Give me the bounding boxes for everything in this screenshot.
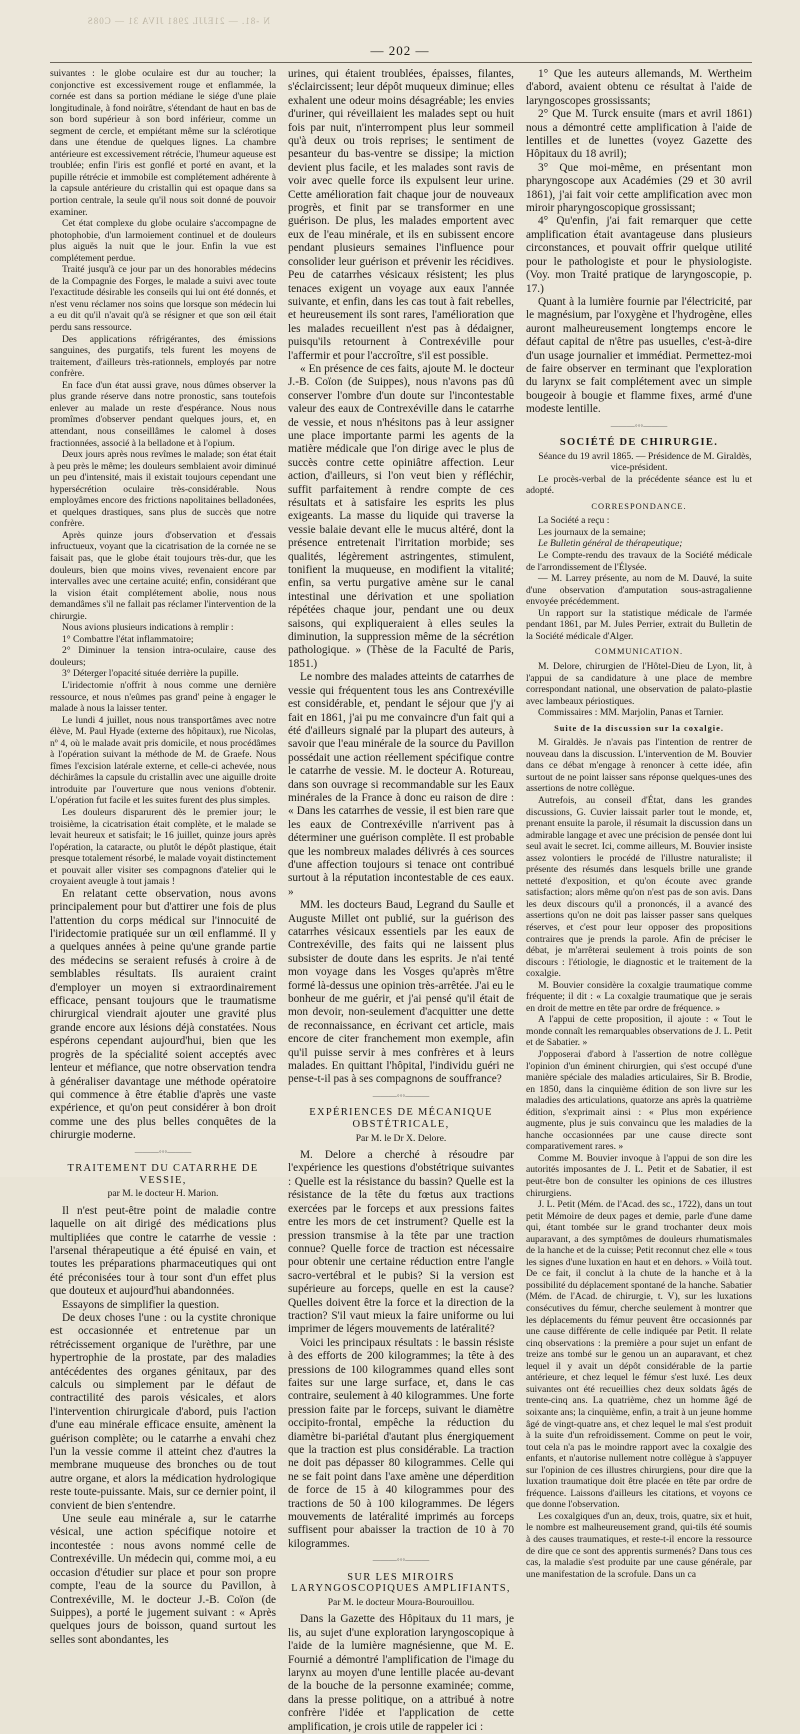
header-rule bbox=[50, 62, 752, 63]
article-byline: Par M. le Dr X. Delore. bbox=[355, 1132, 447, 1144]
paragraph: Un rapport sur la statistique médicale de l'armée pendant 1861, par M. Jules Perrier, extrait du Bulletin de la Société médicale d'Alger. bbox=[526, 607, 752, 642]
paragraph: A l'appui de cette proposition, il ajoute : « Tout le monde connaît les remarquables observations de J. L. Petit et de Sabatier. » bbox=[526, 1014, 752, 1049]
paragraph: La Société a reçu : bbox=[538, 515, 610, 527]
column-3 bbox=[526, 68, 752, 1580]
paragraph: Après quinze jours d'observation et d'essais infructueux, voyant que la cicatrisation de la cornée ne se faisait pas, que le globe était toujours très-dur, que les douleurs, bien que moins vives, revenaient encore par intervalles avec une certaine acuité; enfin, considérant que la vision était complétement abolie, nous nous demandâmes s'il ne fallait pas réclamer l'intervention de la chirurgie. bbox=[50, 529, 276, 622]
paragraph: J. L. Petit (Mém. de l'Acad. des sc., 1722), dans un tout petit Mémoire de deux pages et demie, parle d'une dame qui, étant tombée sur le grand trochanter deux mois auparavant, a des symptômes de douleurs rhumatismales de la hanche et de la cuisse; Petit reconnut chez elle « tous les signes d'une luxation en haut et en dehors. » Voilà tout. De ce fait, il conclut à la chute de la hanche et à la possibilité du déplacement spontané de la hanche. Sabatier (Mém. de l'Acad. de chirurgie, t. V), sur les luxations consécutives du fémur, cherche seulement à montrer que les déplacements du fémur peuvent être occasionnés par une cause différente de celle indiquée par Petit. Il relate cinq observations : la première a pour sujet un enfant de treize ans tombé sur le genou un an auparavant, et chez lequel il y avait un dépôt considérable de la partie antérieure, et chez lequel le fémur s'est luxé. Les deux suivantes ont été recueillies chez deux soldats âgés de trente-cinq ans. La quatrième, chez un homme âgé de soixante ans; la cinquième, enfin, a trait à un jeune homme âgé de vingt-quatre ans, et chez lequel le mal s'est produit à la suite d'un refroidissement. Comme on peut le voir, tout cela n'a pas le moindre rapport avec la coxalgie des enfants, et n'autorise nullement notre collègue à s'appuyer sur l'opinion de ces illustres chirurgiens, pour dire que la luxation traumatique doit être placée en tête par ordre de fréquence. Laissons d'ailleurs les citations, et voyons ce que donne l'observation. bbox=[526, 1199, 752, 1511]
page-number: — 202 — bbox=[370, 43, 430, 58]
paragraph: M. Delore a cherché à résoudre par l'expérience les questions d'obstétrique suivantes : Quelle est la résistance du bassin? Quelle est la résistance de la tête du fœtus aux tractions exercées par le forceps et aux pressions faites entre les mors de cet instrument? Quelle est la pression transmise à la tête par une traction connue? Quelle force de traction est nécessaire pour obtenir une certaine réduction entre l'angle sacro-vertébral et le pubis? Si la version est supérieure au forceps, quelle en est la cause? Quelles doivent être la force et la direction de la traction? S'il vaut mieux la faire uniforme ou lui imprimer de légers mouvements de latéralité? bbox=[288, 1149, 514, 1336]
paragraph: suivantes : le globe oculaire est dur au toucher; la conjonctive est excessivement rouge et enflammée, la cornée est dans sa portion médiane le siége d'une plaie longitudinale, à fond noirâtre, s'étendant de haut en bas de son bord supérieur à son bord inférieur, comme un segment de cercle, et empiétant même sur la sclérotique dans une étendue de quelques lignes. La chambre antérieure est excessivement rétrécie, l'humeur aqueuse est troublée; enfin l'iris est gonflé et porté en avant, et la pupille rétrécie et immobile est complétement adhérente à la capsule antérieure du cristallin qui est opaque dans sa portion centrale, la seule qu'il nous soit donné de pouvoir examiner. bbox=[50, 68, 276, 218]
paragraph: J'opposerai d'abord à l'assertion de notre collègue l'opinion d'un éminent chirurgien, qui s'est occupé d'une manière spéciale des maladies articulaires, Sir B. Brodie, en 1850, dans la cinquième édition de son livre sur les maladies des articulations, quatorze ans après la quatrième édition, s'exprimait ainsi : « Plus mon expérience augmente, plus je suis convaincu que les maladies de la hanche occasionnées par une cause directe sont comparativement rares. » bbox=[526, 1049, 752, 1153]
list-item: 1° Que les auteurs allemands, M. Wertheim d'abord, avaient obtenu ce résultat à l'aide de laryngoscopes grossissants; bbox=[526, 68, 752, 107]
article-title: SUR LES MIROIRS LARYNGOSCOPIQUES AMPLIFIANTS, bbox=[291, 1571, 511, 1595]
article-title: TRAITEMENT DU CATARRHE DE VESSIE, bbox=[67, 1163, 259, 1186]
separator-ornament: ———◦◦◦——— bbox=[134, 1146, 192, 1156]
column-2 bbox=[288, 68, 515, 1733]
paragraph: — M. Larrey présente, au nom de M. Dauvé, la suite d'une observation d'amputation sous-astragalienne envoyée précédemment. bbox=[526, 573, 752, 608]
separator-ornament: ———◦◦◦——— bbox=[372, 1555, 430, 1565]
separator-ornament: ———◦◦◦——— bbox=[610, 420, 668, 430]
paragraph: Quant à la lumière fournie par l'électricité, par le magnésium, par l'oxygène et l'hydrogène, elles auront malheureusement longtemps encore le défaut capital de n'être pas usuelles, c'est-à-dire d'un usage journalier et immédiat. Permettez-moi de faire observer en terminant que l'exploration du larynx se fait complétement avec un simple bougeoir à bougie et flamme fixes, armé d'une modeste lentille. bbox=[526, 295, 752, 416]
bleed-through-text: N -81. — 21EJJL 2981 JIVA 31 — C08S bbox=[86, 16, 270, 26]
paragraph: En relatant cette observation, nous avons principalement pour but d'attirer une fois de plus l'attention du corps médical sur l'innocuité de l'iridectomie pratiquée sur un œil enflammé. Il y a quelques années à peine qu'une grande partie des médecins se seraient refusés à croire à de semblables résultats. Ils auraient craint d'employer un moyen si extraordinairement efficace, pensant toujours que le traumatisme chirurgical viendrait ajouter une gravité plus grande encore aux lésions déjà constatées. Nous espérons cependant aujourd'hui, bien que les progrès de la spécialité soient acceptés avec lenteur et méfiance, que notre observation tendra à généraliser davantage une méthode opératoire qui commence à être établie d'après une vaste expérience, et qu'on peut considérer à bon droit comme une des plus belles conquêtes de la chirurgie moderne. bbox=[50, 887, 276, 1142]
list-item: 2° Que M. Turck ensuite (mars et avril 1861) nous a démontré cette amplification à l'aide de lentilles et de lunettes (voyez Gazette des Hôpitaux du 18 avril); bbox=[526, 108, 752, 161]
paragraph: M. Bouvier considère la coxalgie traumatique comme fréquente; il dit : « La coxalgie traumatique que je serais en droit de mettre en tête par ordre de fréquence. » bbox=[526, 979, 752, 1014]
paragraph: De deux choses l'une : ou la cystite chronique est occasionnée et entretenue par un rétrécissement organique de l'urèthre, par une hypertrophie de la prostate, par des maladies antécédentes des organes génitaux, par des calculs ou simplement par le défaut de contractilité des parois vésicales, et alors l'intervention chirurgicale d'abord, puis l'action d'une eau minérale efficace ensuite, amènent la guérison complète; ou le catarrhe a envahi chez l'un la vessie comme il atteint chez d'autres la membrane muqueuse des bronches ou de tout autre organe, et alors la médication hydrologique reste toute-puissante. Mais, sur ce dernier point, il convient de bien s'entendre. bbox=[50, 1311, 276, 1512]
article-title: EXPÉRIENCES DE MÉCANIQUE OBSTÉTRICALE, bbox=[309, 1107, 493, 1130]
paragraph: Le Bulletin général de thérapeutique; bbox=[538, 538, 683, 550]
list-item: 2° Diminuer la tension intra-oculaire, cause des douleurs; bbox=[50, 645, 276, 668]
paragraph: Les douleurs disparurent dès le premier jour; le troisième, la cicatrisation était complète, et le malade se levait heureux et satisfait; le 16 juillet, quinze jours après l'opération, la cataracte, ou plutôt le dépôt plastique, était presque totalement résorbé, le malade voyait distinctement et pouvait aller visiter ses compagnons d'atelier qui le croyaient aveugle à tout jamais ! bbox=[50, 807, 276, 888]
article-byline: Par M. le docteur Moura-Bourouillou. bbox=[327, 1596, 475, 1608]
paragraph: Commissaires : MM. Marjolin, Panas et Tarnier. bbox=[538, 707, 724, 719]
list-item: 1° Combattre l'état inflammatoire; bbox=[62, 633, 194, 645]
paragraph: Autrefois, au conseil d'État, dans les grandes discussions, G. Cuvier laissait parler tout le monde, et, prenant ensuite la parole, il résumait la discussion dans un admirable langage et avec une précision de pensée dont lui seul avait le secret. Ici, comme ailleurs, M. Bouvier insiste assez volontiers le procédé de l'illustre naturaliste; il présente des résumés dans lesquels brille une grande netteté d'exposition, et qu'on écoute avec grande satisfaction; alors même qu'on n'est pas de son avis. Dans les deux discours qu'il a prononcés, il a avancé des assertions qu'on ne doit pas laisser passer sans quelques réserves, et c'est pour leur opposer des propositions contraires que je prends la parole. Afin de préciser le débat, je m'arrêterai seulement à trois points de son discours : l'étiologie, le diagnostic et le traitement de la coxalgie. bbox=[526, 794, 752, 980]
paragraph: MM. les docteurs Baud, Legrand du Saulle et Auguste Millet ont publié, sur la guérison des catarrhes vésicaux essentiels par les eaux de Contrexéville, des faits qui ne laissent plus subsister de doute dans les esprits. Je n'ai tenté mon voyage dans les Vosges qu'après m'être formé là-dessus une opinion très-arrêtée. J'ai eu le bonheur de me guérir, et j'ai pensé qu'il était de mon devoir, non-seulement d'acquitter une dette de reconnaissance, en écrivant cet article, mais encore de citer franchement mon exemple, afin qu'il puisse servir à mes confrères et à leurs malades. En quittant l'hôpital, l'individu guéri ne pense-t-il pas à ses compagnons de souffrance? bbox=[288, 899, 515, 1086]
subheading: COMMUNICATION. bbox=[594, 647, 684, 657]
article-byline: par M. le docteur H. Marion. bbox=[107, 1188, 219, 1200]
paragraph: M. Giraldès. Je n'avais pas l'intention de rentrer de nouveau dans la discussion. L'intervention de M. Bouvier dans ce débat m'engage à renoncer à cette idée, afin surtout de ne point laisser sans réponse quelques-unes des assertions de notre collègue. bbox=[526, 737, 752, 795]
column-1 bbox=[50, 68, 276, 1646]
paragraph: Les coxalgiques d'un an, deux, trois, quatre, six et huit, le nombre est malheureusement grand, qui-tils été soumis à des causes traumatiques, et reste-t-il encore la ressource de dire que ce sont des apprentis surmenés? Dans tous ces cas, la maladie s'est produite par une cause générale, par une manifestation de la scrofule. Dans un ca bbox=[526, 1510, 752, 1580]
paragraph: Dans la Gazette des Hôpitaux du 11 mars, je lis, au sujet d'une exploration laryngoscopique à l'aide de la lumière magnésienne, que M. E. Fournié a démontré l'amplification de l'image du larynx au moyen d'une lentille placée au-devant de la bouche de la personne examinée; comme, dans la presse politique, on a attribué à notre confrère l'idée et l'application de cette amplification, je crois utile de rappeler ici : bbox=[288, 1613, 514, 1733]
paragraph: Essayons de simplifier la question. bbox=[62, 1298, 220, 1311]
paragraph: Comme M. Bouvier invoque à l'appui de son dire les autorités imposantes de J. L. Petit et de Sabatier, il est peut-être bon de consulter les opinions de ces illustres chirurgiens. bbox=[526, 1152, 752, 1199]
paragraph: Le procès-verbal de la précédente séance est lu et adopté. bbox=[526, 473, 752, 497]
paragraph: Des applications réfrigérantes, des émissions sanguines, des purgatifs, tels furent les moyens de traitement, d'ailleurs très-rationnels, employés par notre confrère. bbox=[50, 333, 276, 380]
subheading: CORRESPONDANCE. bbox=[591, 501, 687, 511]
paragraph: Voici les principaux résultats : le bassin résiste à des efforts de 200 kilogrammes; la tête à des pressions de 100 kilogrammes quand elles sont faites sur une large surface, et, dans le cas contraire, seulement à 40 kilogrammes. Une forte pression faite par le forceps, suivant le diamètre occipito-frontal, empêche la réduction du diamètre bi-pariétal d'autant plus énergiquement que la traction est plus considérable. La traction ne doit pas dépasser 80 kilogrammes. Celle qui ne se fait point dans l'axe amène une déperdition de force de 15 à 40 kilogrammes pour des tractions de 50 à 100 kilogrammes. De légers mouvements de latéralité imprimés au forceps suffisent pour abaisser la traction de 10 à 70 kilogrammes. bbox=[288, 1336, 514, 1550]
paragraph: L'iridectomie n'offrit à nous comme une dernière ressource, et nous n'eûmes pas grand' peine à engager le malade à nous la laisser tenter. bbox=[50, 679, 276, 715]
paragraph: urines, qui étaient troublées, épaisses, filantes, s'éclaircissent; leur dépôt muqueux diminue; elles exhalent une odeur moins désagréable; les envies d'uriner, qui réveillaient les malades sept ou huit fois par nuit, n'interrompent plus leur sommeil qu'à deux ou trois reprises; le sentiment de pesanteur du bas-ventre se dissipe; la miction devient plus facile, et les malades sont ravis de voir avec quelle force ils expulsent leur urine. Cette amélioration fait chaque jour de nouveaux progrès, et finit par se transformer en une guérison. De plus, les malades emportent avec eux de l'eau minérale, et ils en subissent encore pendant plusieurs semaines l'influence pour consolider leur guérison et prévenir les récidives. Peu de catarrhes vésicaux résistent; les plus tenaces exigent un voyage aux eaux l'année suivante, et enfin, dans les cas tout à fait rebelles, et heureusement ils sont rares, l'amélioration que les malades recueillent n'est pas à dédaigner, puisqu'ils retournent à Contrexéville pour l'affermir et pour l'accroître, s'il est possible. bbox=[288, 68, 514, 362]
paragraph: Le nombre des malades atteints de catarrhes de vessie qui fréquentent tous les ans Contrexéville est considérable, et, pendant le séjour que j'y ai fait en 1861, j'ai pu me convaincre d'un fait qui a été d'ailleurs signalé par la plupart des auteurs, à savoir que l'eau minérale de la source du Pavillon possédait une action réellement spécifique contre le catarrhe de vessie. M. le docteur A. Rotureau, dans son ouvrage si recommandable sur les Eaux minérales de la France à donc eu raison de dire : « Dans les catarrhes de vessie, il est bien rare que les eaux de Contrexéville n'arrivent pas à déterminer une guérison complète. Il est probable que les nombreux malades délivrés à ces sources d'une affection toujours si tenace ont contribué surtout à la réputation incontestable de ces eaux. » bbox=[288, 671, 514, 898]
subheading: Suite de la discussion sur la coxalgie. bbox=[554, 723, 724, 733]
paragraph: Une seule eau minérale a, sur le catarrhe vésical, une action spécifique notoire et incontestée : nous avons nommé celle de Contrexéville. Un médecin qui, comme moi, a eu occasion d'étudier sur place et pour son propre compte, l'eau de la source du Pavillon, à Contrexéville, M. le docteur J.-B. Coïon (de Suippes), a porté le jugement suivant : « Après quelques jours de boisson, quand surtout les selles sont abondantes, les bbox=[50, 1513, 276, 1646]
paragraph: M. Delore, chirurgien de l'Hôtel-Dieu de Lyon, lit, à l'appui de sa candidature à une place de membre correspondant national, une observation de palato-plastie avec lambeaux périostiques. bbox=[526, 660, 752, 707]
paragraph: Les journaux de la semaine; bbox=[538, 526, 646, 538]
paragraph: Le Compte-rendu des travaux de la Société médicale de l'arrondissement de l'Élysée. bbox=[526, 550, 752, 573]
paragraph: Il n'est peut-être point de maladie contre laquelle on ait dirigé des médications plus multipliées que contre le catarrhe de vessie : l'arsenal thérapeutique a été épuisé en vain, et toutes les préparations pharmaceutiques qui ont été préconisées tour à tour sont d'un effet plus que douteux et aujourd'hui abandonnées. bbox=[50, 1204, 276, 1298]
list-item: 3° Que moi-même, en présentant mon pharyngoscope aux Académies (29 et 30 avril 1861), j'ai fait voir cette amplification avec mon miroir pharyngoscopique grossissant; bbox=[526, 161, 752, 215]
paragraph: Deux jours après nous revîmes le malade; son état était à peu près le même; les douleurs semblaient avoir diminué un peu d'intensité, mais il existait toujours cependant une hypersécrétion oculaire très-considérable. Nous employâmes encore des frictions napolitaines belladonées, et quelques drastiques, sans plus de succès que notre confrère. bbox=[50, 449, 276, 530]
session-line: Séance du 19 avril 1865. — Présidence de M. Giraldès, vice-président. bbox=[538, 450, 752, 474]
paragraph: Traité jusqu'à ce jour par un des honorables médecins de la Compagnie des Forges, le malade a suivi avec toute l'exactitude désirable les conseils qui lui ont été donnés, et n'est venu réclamer nos soins que lorsque son médecin lui a eu dit qu'il n'avait qu'à se résigner et que son œil était perdu sans ressource. bbox=[50, 264, 276, 334]
section-title: SOCIÉTÉ DE CHIRURGIE. bbox=[559, 437, 719, 449]
paragraph: En face d'un état aussi grave, nous dûmes observer la plus grande réserve dans notre pronostic, sans toutefois enlever au malade un reste d'espérance. Nous nous promîmes d'observer pendant quelques jours, et, en attendant, nous conseillâmes le calomel à doses fractionnées, associé à la belladone et à l'opium. bbox=[50, 379, 276, 449]
paragraph: Cet état complexe du globe oculaire s'accompagne de photophobie, d'un larmoiement continuel et de douleurs plus aiguës la nuit que le jour. Enfin la vue est complétement perdue. bbox=[50, 218, 276, 264]
separator-ornament: ———◦◦◦——— bbox=[372, 1090, 430, 1100]
paragraph: « En présence de ces faits, ajoute M. le docteur J.-B. Coïon (de Suippes), nous n'avons pas dû conserver l'ombre d'un doute sur l'incontestable valeur des eaux de Contrexéville dans le catarrhe de vessie, et nous n'hésitons pas à leur assigner une place importante parmi les agents de la matière médicale que l'on dirige avec le plus de succès contre cette opiniâtre affection. Leur action, d'ailleurs, si l'on veut bien y réfléchir, suffit parfaitement à rendre compte de ces résultats et à satisfaire les esprits les plus exigeants. La masse du liquide qui traverse la vessie balaie devant elle le mucus altéré, dont la présence entretenait l'irritation morbide; ses qualités, légèrement astringentes, stimulent, tonifient la muqueuse, en modifient la vitalité; enfin, sa vertu purgative amène sur le canal intestinal une dérivation et une spoliation répétées chaque jour, pendant une ou deux saisons, qui expliqueraient à elles seules la diminution, la suppression même de la sécrétion pathologique. » (Thèse de la Faculté de Paris, 1851.) bbox=[288, 362, 514, 670]
paragraph: Nous avions plusieurs indications à remplir : bbox=[62, 622, 234, 634]
paragraph: Le lundi 4 juillet, nous nous transportâmes avec notre élève, M. Paul Hyade (externe des hôpitaux), rue Nicolas, nº 4, où le malade avait pris domicile, et nous procédâmes à l'opération suivant la méthode de M. de Graefe. Nous fîmes l'excision latérale externe, et celle-ci achevée, nous déchirâmes la capsule du cristallin avec une aiguille droite introduite par l'ouverture que nous venions d'obtenir. L'opération fut facile et les suites furent des plus simples. bbox=[50, 714, 276, 807]
list-item: 3° Déterger l'opacité située derrière la pupille. bbox=[62, 668, 239, 680]
list-item: 4° Qu'enfin, j'ai fait remarquer que cette amplification était avantageuse dans plusieurs circonstances, et pouvait offrir quelque utilité pour le pathologiste et pour le physiologiste. (Voy. mon Traité pratique de laryngoscopie, p. 17.) bbox=[526, 215, 752, 295]
